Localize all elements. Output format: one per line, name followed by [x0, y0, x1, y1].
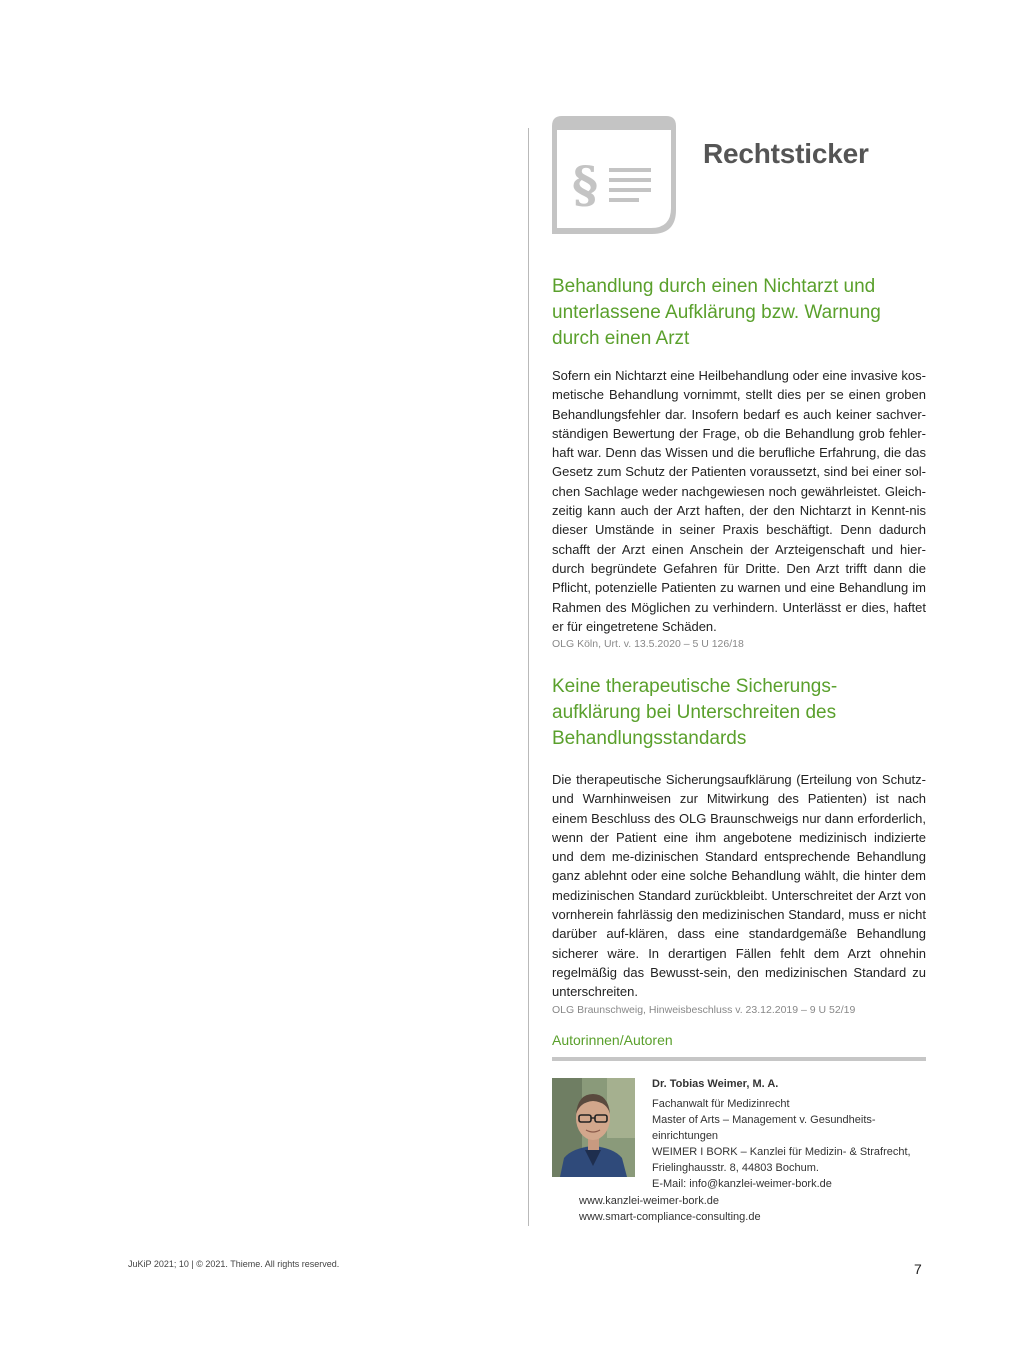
article-1 [552, 274, 926, 652]
page-title: Rechtsticker [703, 138, 869, 169]
article-1-body: Sofern ein Nichtarzt eine Heilbehandlung oder eine invasive kos-metische Behandlung vornimmt, stellt dies per se einen groben Behandlungsfehler dar. Insofern bedarf es auch keiner sachver-ständigen Bewertung der Frage, ob die Behandlung grob fehler-haft war. Denn das Wissen und die berufliche Erfahrung, die das Gesetz zum Schutz der Patienten voraussetzt, sind bei einer sol-chen Sachlage weder nachgewiesen noch gewährleistet. Gleich-zeitig kann auch der Arzt haften, der den Nichtarzt in Kennt-nis dieser Umstände in seiner Praxis beschäftigt. Denn dadurch schafft der Arzt einen Anschein der Arzteigenschaft und hier-durch begründete Gefahren für Dritte. Den Arzt trifft dann die Pflicht, potenzielle Patienten zu warnen und eine Behandlung im Rahmen des Möglichen zu verhindern. Unterlässt er dies, haftet er für eingetretene Schäden. [552, 368, 926, 634]
article-2-citation: OLG Braunschweig, Hinweisbeschluss v. 23.12.2019 – 9 U 52/19 [552, 1003, 856, 1016]
author-line: Fachanwalt für Medizinrecht [652, 1098, 790, 1110]
author-links [579, 1193, 761, 1225]
website-link[interactable]: www.kanzlei-weimer-bork.de [579, 1195, 719, 1207]
website-link[interactable]: www.smart-compliance-consulting.de [579, 1211, 761, 1223]
authors-heading: Autorinnen/Autoren [552, 1032, 673, 1048]
author-line: Master of Arts – Management v. Gesundheits- [652, 1114, 876, 1126]
authors-divider [552, 1057, 926, 1061]
paragraph-sign-glyph: § [572, 155, 599, 214]
author-name: Dr. Tobias Weimer, M. A. [652, 1078, 779, 1090]
page-number: 7 [914, 1261, 922, 1277]
article-2 [552, 674, 926, 1018]
author-line: WEIMER I BORK – Kanzlei für Medizin- & Strafrecht, [652, 1146, 911, 1158]
article-1-citation: OLG Köln, Urt. v. 13.5.2020 – 5 U 126/18 [552, 638, 744, 651]
author-photo [552, 1078, 635, 1177]
article-2-title: Keine therapeutische Sicherungs- aufklärung bei Unterschreiten des Behandlungsstandards [552, 676, 838, 749]
author-email: E-Mail: info@kanzlei-weimer-bork.de [652, 1178, 832, 1190]
author-info [652, 1076, 926, 1192]
column-divider [528, 128, 529, 1226]
article-2-body: Die therapeutische Sicherungsaufklärung (Erteilung von Schutz- und Warnhinweisen zur Mitwirkung des Patienten) ist nach einem Beschluss des OLG Braunschweigs nur dann erforderlich, wenn der Patient eine ihm angebotene medizinisch indizierte und dem me-dizinischen Standard entsprechende Behandlung ganz ablehnt oder eine solche Behandlung wählt, die hinter dem medizinischen Standard zurückbleibt. Unterschreitet der Arzt von vornherein fahrlässig den medizinischen Standard, muss er nicht darüber auf-klären, dass eine standardgemäße Behandlung sicherer wäre. In derartigen Fällen fehlt dem Arzt ohnehin regelmäßig das Bewusst-sein, den medizinischen Standard zu unterschreiten. [552, 772, 926, 1000]
article-1-title: Behandlung durch einen Nichtarzt und unterlassene Aufklärung bzw. Warnung durch einen Arzt [552, 276, 881, 349]
paragraph-document-icon [552, 116, 676, 234]
footer-copyright: JuKiP 2021; 10 | © 2021. Thieme. All rights reserved. [128, 1259, 340, 1269]
author-line: Frielinghausstr. 8, 44803 Bochum. [652, 1162, 819, 1174]
author-line: einrichtungen [652, 1130, 719, 1142]
